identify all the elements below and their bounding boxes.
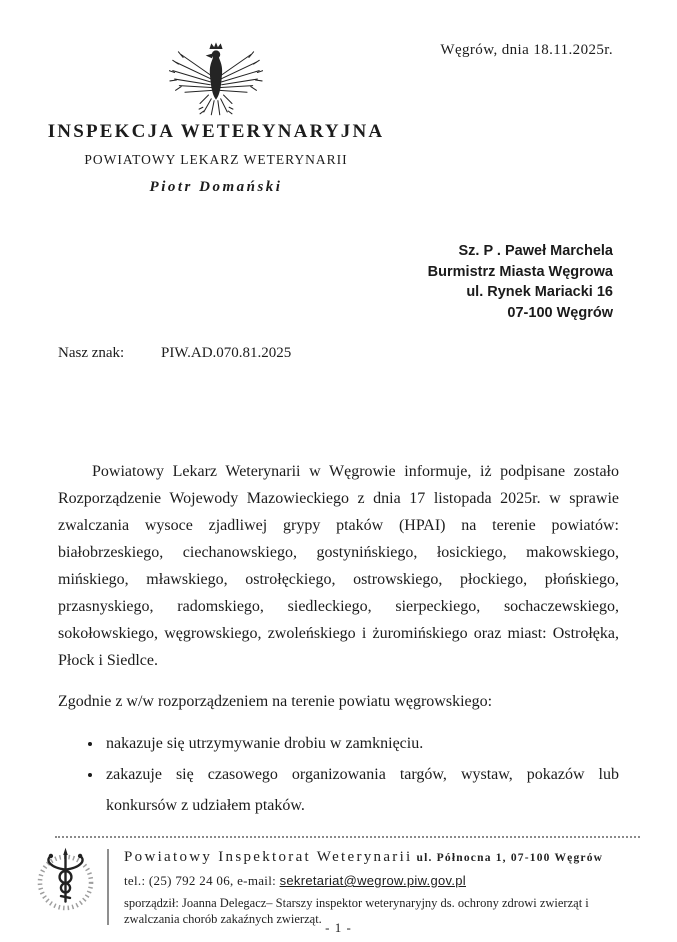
- body-paragraph-intro: Zgodnie z w/w rozporządzeniem na terenie powiatu węgrowskiego:: [58, 693, 493, 710]
- veterinary-caduceus-icon: [29, 845, 102, 918]
- recipient-title: Burmistrz Miasta Węgrowa: [427, 263, 613, 280]
- polish-eagle-emblem-icon: [169, 39, 263, 121]
- regulation-list: [58, 728, 619, 821]
- reference-number: PIW.AD.070.81.2025: [161, 345, 292, 361]
- footer-prepared-by: sporządził: Joanna Delegacz– Starszy inspektor weterynaryjny ds. ochrony zdrowi zwierząt i zwalczania chorób zakaźnych zwierząt.: [124, 896, 589, 926]
- recipient-street: ul. Rynek Mariacki 16: [466, 284, 613, 300]
- footer-office-address: ul. Północna 1, 07-100 Węgrów: [416, 852, 604, 864]
- date-line: Węgrów, dnia 18.11.2025r.: [440, 42, 613, 58]
- footer-phone: tel.: (25) 792 24 06, e-mail:: [124, 873, 280, 888]
- footer-office-line: [124, 848, 642, 866]
- list-item: • nakazuje się utrzymywanie drobiu w zamknięciu.: [103, 728, 619, 759]
- email-link[interactable]: sekretariat@wegrow.piw.gov.pl: [279, 873, 466, 888]
- footer-contact-line: [124, 873, 642, 889]
- reference-label: Nasz znak:: [58, 345, 125, 361]
- recipient-block: [428, 241, 613, 323]
- org-subtitle: POWIATOWY LEKARZ WETERYNARII: [84, 152, 348, 167]
- letterhead: [0, 121, 432, 196]
- page-number: - 1 -: [325, 920, 352, 935]
- footer-contact-block: [124, 848, 642, 927]
- officer-name: Piotr Domański: [149, 179, 283, 195]
- recipient-name: Sz. P . Paweł Marchela: [458, 243, 613, 259]
- footer-separator: [107, 849, 109, 925]
- footer-divider: [55, 836, 640, 838]
- org-name: INSPEKCJA WETERYNARYJNA: [47, 121, 385, 142]
- list-item: • zakazuje się czasowego organizowania targów, wystaw, pokazów lub konkursów z udziałem ptaków.: [103, 759, 619, 821]
- footer-office-name: Powiatowy Inspektorat Weterynarii: [124, 849, 413, 865]
- recipient-city: 07-100 Węgrów: [507, 304, 613, 321]
- body-paragraph-main: Powiatowy Lekarz Weterynarii w Węgrowie informuje, iż podpisane zostało Rozporządzenie Wojewody Mazowieckiego z dnia 17 listopada 2025r. w sprawie zwalczania wysoce zjadliwej grypy ptaków (HPAI) na terenie powiatów: białobrzeskiego, ciechanowskiego, gostynińskiego, łosickiego, makowskiego, mińskiego, mławskiego, ostrołęckiego, ostrowskiego, płockiego, płońskiego, przasnyskiego, radomskiego, siedleckiego, sierpeckiego, sochaczewskiego, sokołowskiego, węgrowskiego, zwoleńskiego i żuromińskiego oraz miast: Ostrołęka, Płock i Siedlce.: [58, 463, 619, 669]
- reference-line: [58, 345, 291, 362]
- letter-body: [58, 458, 619, 821]
